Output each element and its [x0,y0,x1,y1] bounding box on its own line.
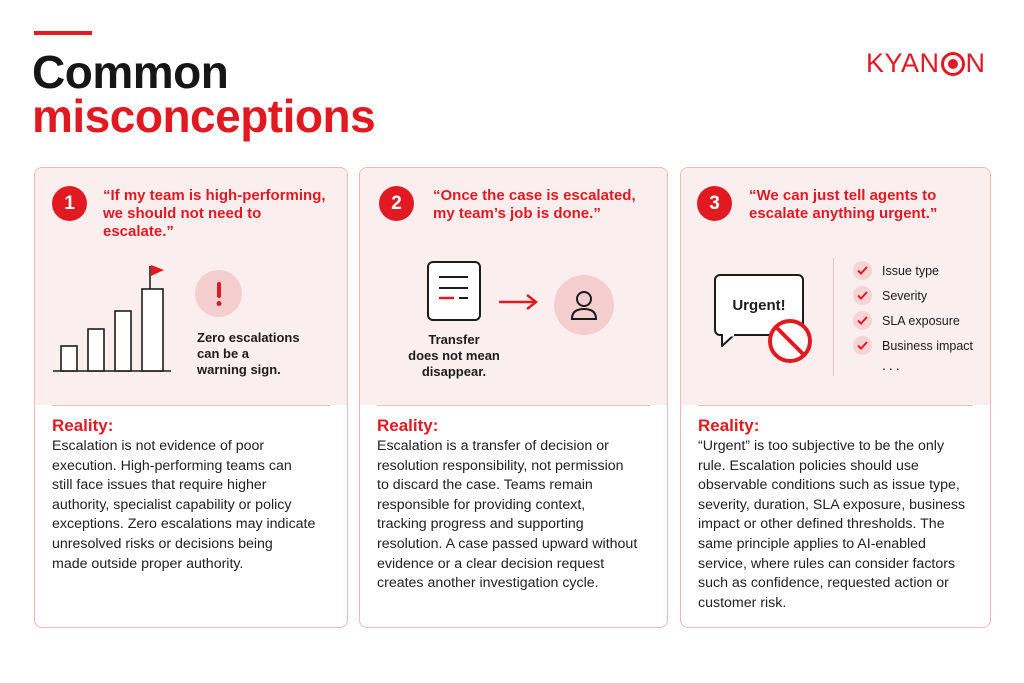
quote-line: “If my team is high-performing, [103,187,326,204]
checklist-item [853,333,973,358]
checklist-item [853,258,973,283]
reality-heading: Reality: [52,416,114,435]
card-caption [197,330,300,378]
card-number-badge: 3 [697,186,732,221]
condition-checklist [853,258,973,372]
reality-line: “Urgent” is too subjective to be the only [698,438,945,454]
reality-line: resolution responsibility, not permission [377,457,624,474]
misconception-quote [749,187,937,223]
reality-line: Escalation is a transfer of decision or [377,438,609,454]
caption-line: Transfer [428,332,480,347]
reality-heading: Reality: [377,416,439,435]
checklist-item [853,283,973,308]
reality-text [377,437,637,594]
misconception-quote [103,187,326,241]
check-icon [853,336,872,355]
reality-line: severity, duration, SLA exposure, business [698,496,966,513]
quote-line: escalate.” [103,223,174,240]
brand-logo [866,48,986,79]
reality-line: Escalation is not evidence of poor [52,438,265,454]
logo-text-end: N [965,48,986,78]
quote-line: “We can just tell agents to [749,187,937,204]
reality-line: unresolved risks or decisions being [52,535,273,552]
card-divider [698,405,973,406]
quote-line: “Once the case is escalated, [433,187,636,204]
reality-text [698,437,965,613]
checklist-label: SLA exposure [882,313,960,328]
quote-line: we should not need to [103,205,262,222]
misconception-card-2 [359,167,668,628]
reality-line: service, where rules can consider factors [698,555,956,572]
card-divider [377,405,650,406]
misconception-quote [433,187,636,223]
checklist-ellipsis: ... [882,357,903,373]
reality-heading: Reality: [698,416,760,435]
reality-line: still face issues that require higher [52,477,267,494]
card-number-badge: 1 [52,186,87,221]
caption-line: does not mean [408,348,500,363]
page-title [32,46,376,142]
reality-line: made outside proper authority. [52,555,244,572]
document-icon [426,260,484,324]
prohibited-icon [767,318,813,364]
target-icon [941,52,965,76]
misconception-card-1 [34,167,348,628]
logo-text-start: KYAN [866,48,940,78]
caption-line: warning sign. [197,362,281,377]
check-icon [853,286,872,305]
caption-line: can be a [197,346,250,361]
quote-line: my team’s job is done.” [433,205,601,222]
caption-line: Zero escalations [197,330,300,345]
reality-line: rule. Escalation policies should use [698,457,919,474]
quote-line: escalate anything urgent.” [749,205,938,222]
reality-line: responsible for providing context, [377,496,586,513]
speech-bubble-tail [721,334,741,348]
caption-line: disappear. [421,364,487,379]
exclamation-icon [195,270,242,317]
reality-line: execution. High-performing teams can [52,457,292,474]
checklist-divider [833,258,834,376]
reality-line: exceptions. Zero escalations may indicate [52,516,316,533]
reality-line: evidence or a clear decision request [377,555,605,572]
card-divider [52,405,330,406]
title-accent-bar [34,31,92,35]
reality-line: observable conditions such as issue type, [698,477,960,494]
reality-line: tracking progress and supporting [377,516,584,533]
misconception-card-3 [680,167,991,628]
reality-line: creates another investigation cycle. [377,575,599,592]
arrow-right-icon [497,292,541,312]
card-caption [404,332,504,380]
reality-line: impact or other defined thresholds. The [698,516,945,533]
reality-line: resolution. A case passed upward without [377,535,638,552]
page-title-line1: Common [32,46,229,98]
page-title-line2: misconceptions [32,90,376,142]
reality-line: authority, specialist capability or policy [52,496,292,513]
reality-text [52,437,315,574]
reality-line: such as confidence, requested action or [698,575,949,592]
checklist-label: Business impact [882,338,974,353]
check-icon [853,261,872,280]
bar-chart-flag-icon [51,260,175,375]
checklist-label: Severity [882,288,928,303]
reality-line: to discard the case. Teams remain [377,477,593,494]
reality-line: customer risk. [698,594,787,611]
reality-line: same principle applies to AI-enabled [698,535,926,552]
card-number-badge: 2 [379,186,414,221]
user-icon [554,275,614,335]
bubble-text: Urgent! [732,296,786,314]
check-icon [853,311,872,330]
checklist-label: Issue type [882,263,939,278]
checklist-item [853,308,973,333]
